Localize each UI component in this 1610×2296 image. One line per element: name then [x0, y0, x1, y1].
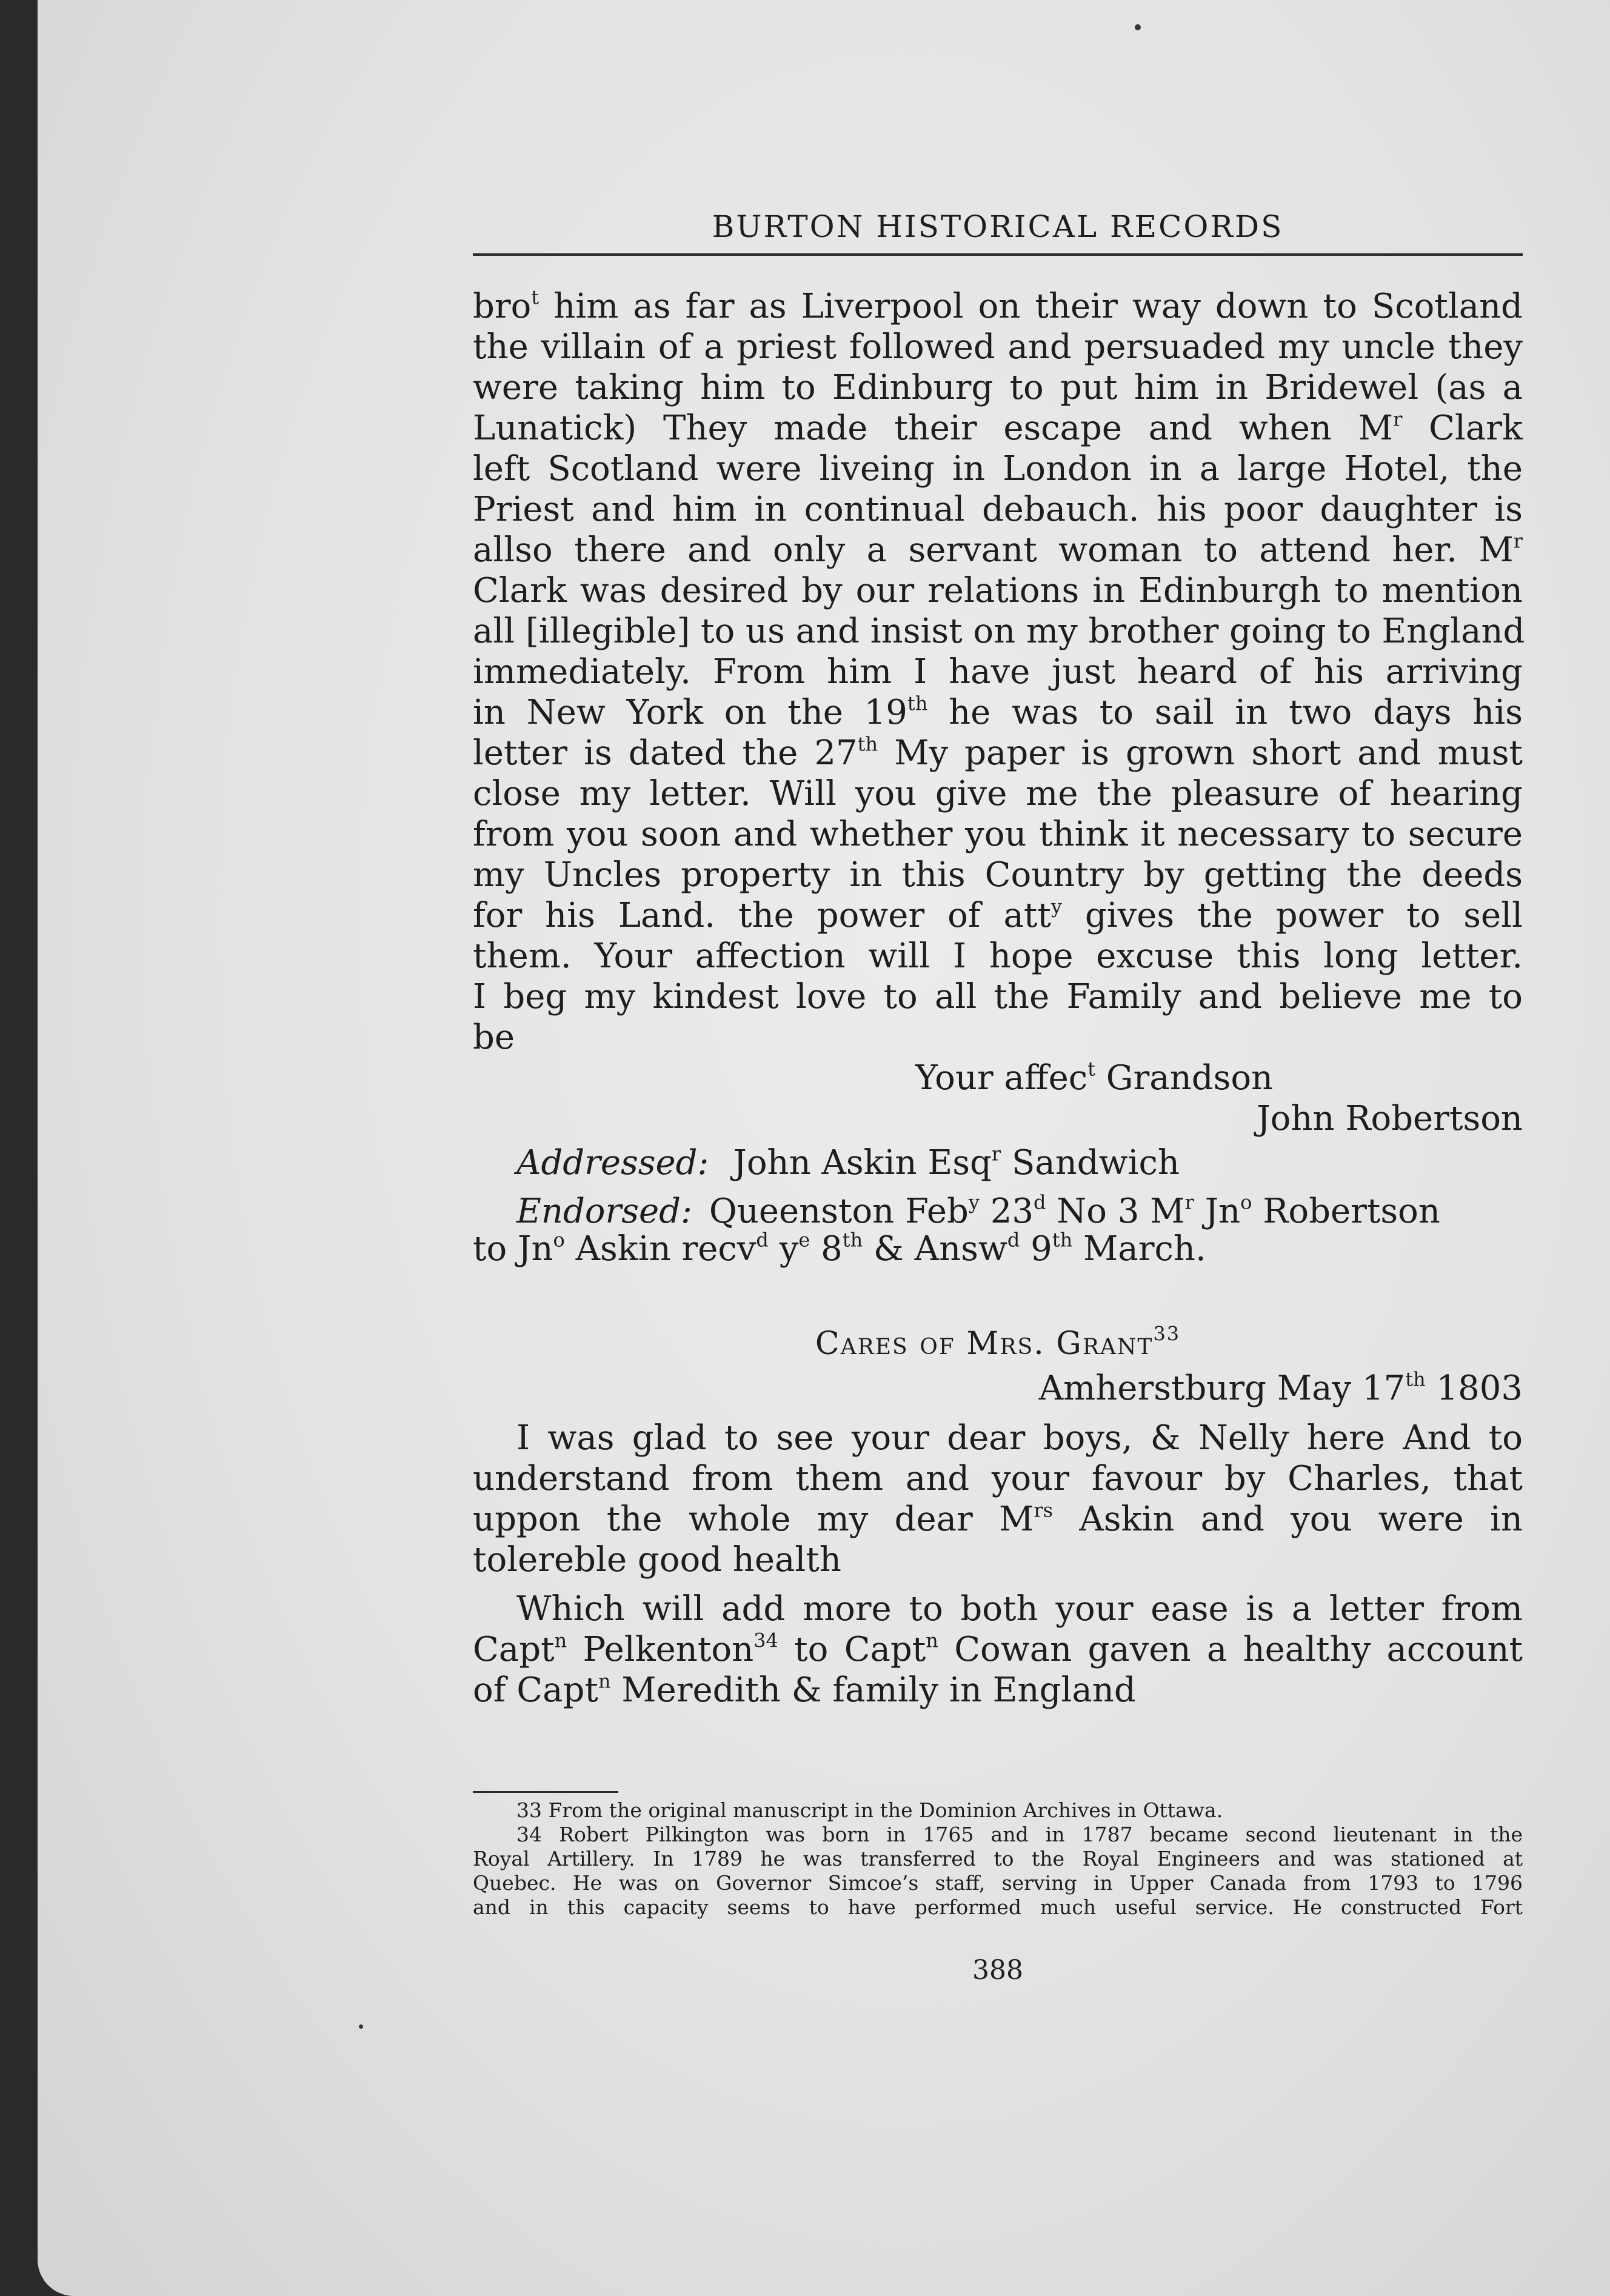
superscript: n [598, 1669, 611, 1693]
text-line: the villain of a priest followed and persuaded my uncle they [473, 327, 1523, 367]
text-line: bro$^t$ him as far as Liverpool on their way down to Scotland [473, 285, 1523, 326]
superscript: o [1240, 1190, 1252, 1214]
text-line: for his Land. the power of att$^y$ gives the power to sell [473, 895, 1523, 935]
text-line: immediately. From him I have just heard of his arriving [473, 652, 1523, 692]
addressed-text: John Askin Esq$^r$ Sandwich [733, 1142, 1180, 1183]
footnote-rule [473, 1791, 618, 1793]
header-rule [473, 253, 1523, 256]
addressed-line [473, 1139, 1523, 1187]
print-speck [1135, 24, 1141, 30]
text-line: understand from them and your favour by Charles, that [473, 1459, 1523, 1498]
superscript: rs [1034, 1498, 1054, 1522]
superscript: d [1033, 1190, 1046, 1214]
text-line: Capt$^n$ Pelkenton$^{34}$ to Capt$^n$ Cowan gaven a healthy account [473, 1629, 1523, 1669]
superscript: t [1087, 1057, 1095, 1081]
text-line: I was glad to see your dear boys, & Nelly here And to [516, 1418, 1523, 1458]
superscript: t [531, 285, 539, 309]
superscript: r [1513, 529, 1523, 553]
superscript: n [926, 1629, 938, 1652]
text-line: uppon the whole my dear $M^{rs}$ Askin and you were in [473, 1498, 1523, 1539]
page-number: 388 [972, 1955, 1023, 1986]
superscript: y [968, 1190, 980, 1214]
text-line: my Uncles property in this Country by getting the deeds [473, 855, 1523, 895]
text-line: all [illegible] to us and insist on my brother going to England [473, 612, 1525, 651]
paragraph [473, 1589, 1523, 1710]
text-line: Which will add more to both your ease is a letter from [516, 1589, 1523, 1629]
footnotes [473, 1798, 1523, 1920]
dateline: Amherstburg May 17th 1803 [1038, 1367, 1523, 1408]
superscript: d [1007, 1228, 1020, 1252]
closing-salutation: Your affec$^t$ Grandson [915, 1057, 1274, 1098]
text-line: letter is dated the 27th My paper is grown short and must [473, 732, 1523, 773]
footnote-line: 34 Robert Pilkington was born in 1765 and in 1787 became second lieutenant in the [516, 1823, 1523, 1846]
footnote-ref: 33 [1153, 1322, 1181, 1346]
footnote-line: and in this capacity seems to have performed much useful service. He constructed Fort [473, 1895, 1523, 1919]
footnote-33: 33 From the original manuscript in the Dominion Archives in Ottawa. [516, 1798, 1223, 1822]
superscript: th [1405, 1367, 1426, 1391]
superscript: 34 [753, 1629, 778, 1652]
superscript: y [1051, 895, 1062, 918]
text-line: from you soon and whether you think it necessary to secure [473, 815, 1523, 854]
superscript: d [756, 1228, 769, 1252]
endorsed-label: Endorsed: [516, 1192, 692, 1231]
body-text [473, 286, 1523, 1710]
text-line: them. Your affection will I hope excuse this long letter. [473, 936, 1523, 976]
text-line: of Capt$^n$ Meredith & family in England [473, 1669, 1136, 1710]
footnote-34 [473, 1823, 1523, 1920]
text-line: tolereble good health [473, 1540, 841, 1580]
superscript: o [553, 1228, 565, 1252]
superscript: e [798, 1228, 810, 1252]
letter-body [473, 286, 1523, 1058]
superscript: th [857, 732, 878, 756]
superscript: r [1184, 1190, 1194, 1214]
book-page [38, 0, 1610, 2296]
text-line: allso there and only a servant woman to attend her. $M^r$ [473, 529, 1523, 570]
text-line: in New York on the 19th he was to sail in two days his [473, 692, 1523, 732]
section-title: Cares of Mrs. Grant$^{33}$ [815, 1322, 1181, 1362]
superscript: n [554, 1629, 567, 1652]
text-line: left Scotland were liveing in London in a large Hotel, the [473, 449, 1523, 489]
text-line: Lunatick) They made their escape and when $M^r$ Clark [473, 407, 1523, 448]
superscript: r [991, 1142, 1001, 1166]
addressed-label: Addressed: [516, 1143, 709, 1183]
endorsed-text: Queenston Feb$^y$ 23$^d$ No 3 $M^r$ Jn$^o$ Robertson [709, 1190, 1440, 1231]
text-line: close my letter. Will you give me the pleasure of hearing [473, 774, 1523, 813]
footnote-line: Quebec. He was on Governor Simcoe’s staff, serving in Upper Canada from 1793 to 1796 [473, 1871, 1523, 1895]
superscript: th [907, 692, 928, 715]
text-line: be [473, 1018, 515, 1057]
superscript: th [1052, 1228, 1073, 1252]
text-line: I beg my kindest love to all the Family and believe me to [473, 977, 1523, 1016]
paragraph [473, 1418, 1523, 1580]
print-speck [359, 2024, 363, 2029]
text-line: Priest and him in continual debauch. his poor daughter is [473, 490, 1523, 529]
signature: John Robertson [1257, 1099, 1523, 1138]
text-line: Clark was desired by our relations in Edinburgh to mention [473, 571, 1523, 610]
superscript: th [842, 1228, 863, 1252]
superscript: r [1393, 407, 1403, 431]
endorsed-text-continued: to Jn$^o$ Askin recv$^d$ $y^e$ 8th & Answ$^d$ 9th March. [473, 1228, 1206, 1269]
footnote-line: Royal Artillery. In 1789 he was transferred to the Royal Engineers and was stationed at [473, 1847, 1523, 1871]
running-head: BURTON HISTORICAL RECORDS [712, 209, 1284, 244]
text-line: were taking him to Edinburg to put him in Bridewel (as a [473, 368, 1523, 407]
